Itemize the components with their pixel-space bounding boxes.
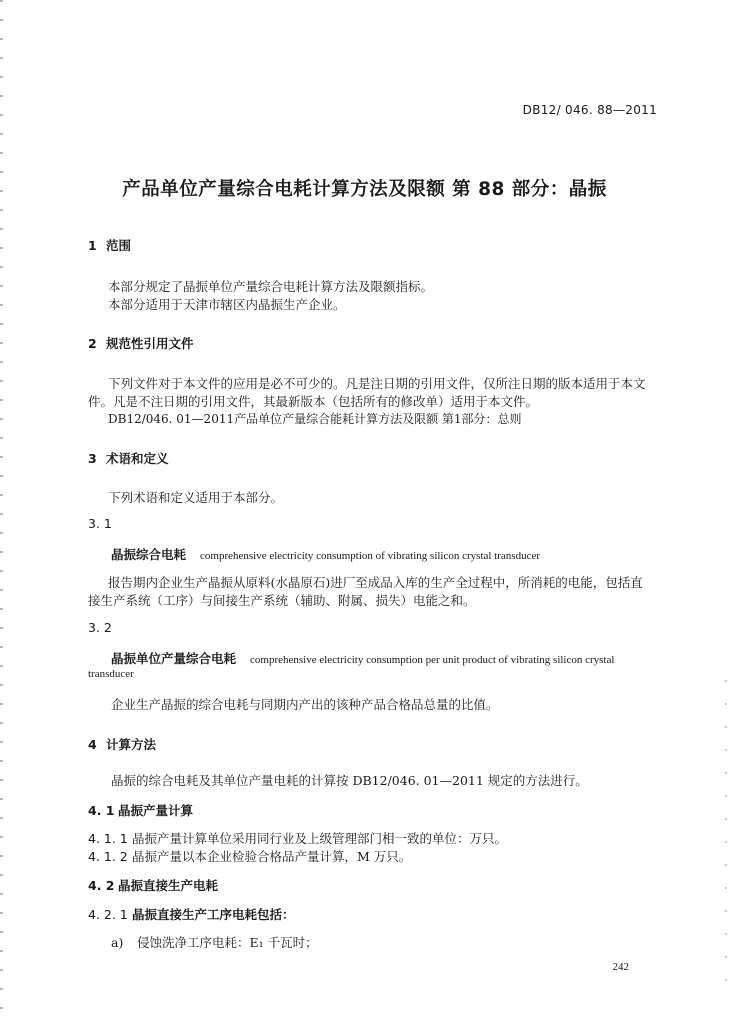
term-3-2-number: 3. 2 <box>88 620 112 635</box>
section-4-2-heading: 4. 2 晶振直接生产电耗 <box>88 878 219 893</box>
standard-code: DB12/ 046. 88—2011 <box>522 103 657 117</box>
scan-edge-marks <box>0 0 3 1024</box>
term-3-1-definition-a: 报告期内企业生产晶振从原料(水晶原石)进厂至成品入库的生产全过程中，所消耗的电能，包括直 <box>108 575 643 590</box>
section-2-reference: DB12/046. 01—2011产品单位产量综合能耗计算方法及限额 第1部分：总则 <box>108 412 522 426</box>
section-3-para-1: 下列术语和定义适用于本部分。 <box>108 490 284 505</box>
term-3-2-english-b: transducer <box>88 668 134 680</box>
term-3-2 <box>111 649 614 667</box>
section-3-heading: 3 术语和定义 <box>88 451 169 466</box>
section-4-1-heading: 4. 1 晶振产量计算 <box>88 803 194 818</box>
item-4-1-1: 4. 1. 1 晶振产量计算单位采用同行业及上级管理部门相一致的单位：万只。 <box>88 831 508 846</box>
section-2-heading: 2 规范性引用文件 <box>88 336 194 351</box>
term-3-2-definition: 企业生产晶振的综合电耗与同期内产出的该种产品合格品总量的比值。 <box>111 697 499 712</box>
section-4-para-1: 晶振的综合电耗及其单位产量电耗的计算按 DB12/046. 01—2011 规定的方法进行。 <box>111 773 588 788</box>
section-4-heading: 4 计算方法 <box>88 737 157 752</box>
section-2-para-1b: 件。凡是不注日期的引用文件，其最新版本（包括所有的修改单）适用于本文件。 <box>88 394 539 409</box>
scan-edge-marks-right <box>725 680 727 1000</box>
list-marker-a: a) <box>111 935 124 950</box>
page-number: 242 <box>612 961 629 973</box>
term-3-1-name: 晶振综合电耗 <box>111 547 187 562</box>
section-1-heading: 1 范围 <box>88 238 132 253</box>
item-4-2-1-a <box>111 933 318 951</box>
item-4-2-1: 4. 2. 1 晶振直接生产工序电耗包括： <box>88 907 295 922</box>
item-4-1-2: 4. 1. 2 晶振产量以本企业检验合格品产量计算，M 万只。 <box>88 849 412 864</box>
section-1-para-2: 本部分适用于天津市辖区内晶振生产企业。 <box>108 297 346 312</box>
section-1-para-1: 本部分规定了晶振单位产量综合电耗计算方法及限额指标。 <box>108 279 434 294</box>
list-item-a-text: 侵蚀洗净工序电耗：E₁ 千瓦时； <box>137 935 318 950</box>
section-2-para-1a: 下列文件对于本文件的应用是必不可少的。凡是注日期的引用文件，仅所注日期的版本适用于本文 <box>108 376 646 391</box>
term-3-1-number: 3. 1 <box>88 516 112 531</box>
term-3-1-definition-b: 接生产系统（工序）与间接生产系统（辅助、附属、损失）电能之和。 <box>88 593 476 608</box>
document-title: 产品单位产量综合电耗计算方法及限额 第 88 部分：晶振 <box>122 179 607 200</box>
term-3-1 <box>111 545 540 563</box>
term-3-2-english-a: comprehensive electricity consumption per unit product of vibrating silicon crystal <box>250 654 615 666</box>
term-3-2-name: 晶振单位产量综合电耗 <box>111 651 237 666</box>
term-3-1-english: comprehensive electricity consumption of vibrating silicon crystal transducer <box>200 550 540 562</box>
